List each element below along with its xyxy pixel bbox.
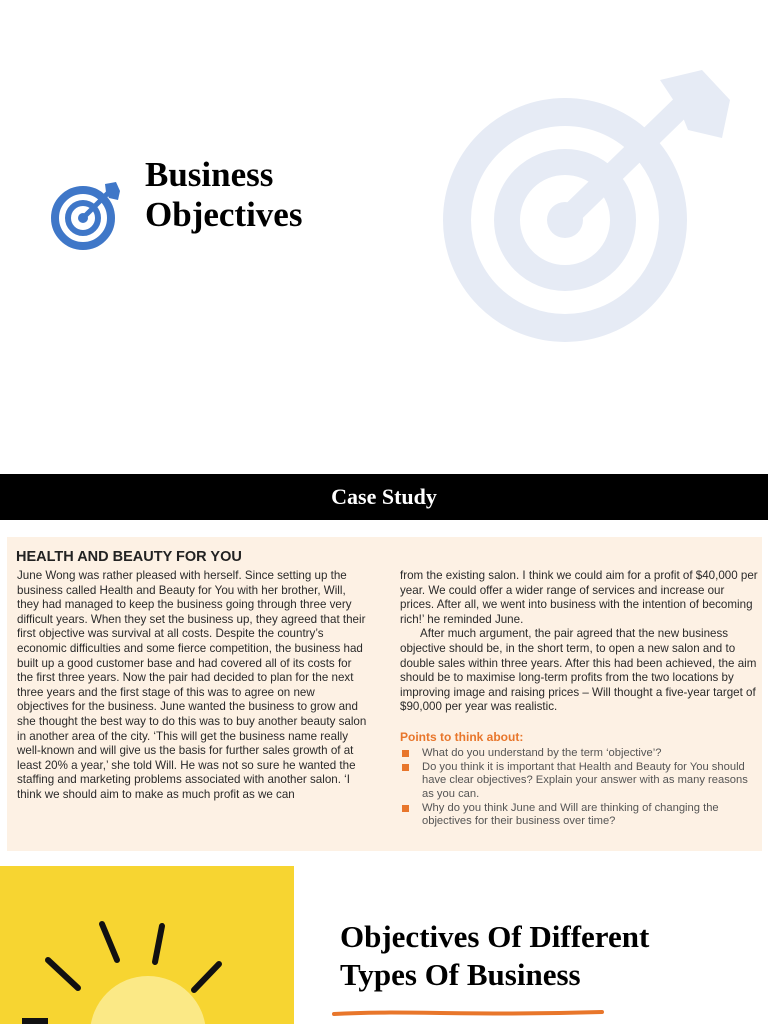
square-bullet-icon	[402, 750, 409, 757]
title-line-1: Objectives Of Different	[340, 919, 650, 954]
points-list	[400, 747, 758, 828]
case-study-left-column	[17, 569, 367, 803]
case-study-paragraph: After much argument, the pair agreed that the new business objective should be, in the short term, to open a new salon and to double sales within three years. After this had been achieved, the aim should be to maximise long-term profits from the two locations by improving image and raising prices – Will thought a five-year target of $90,000 per year was realistic.	[400, 627, 757, 714]
case-study-panel	[7, 537, 762, 851]
target-arrow-icon	[50, 180, 122, 252]
title-underline	[332, 1008, 604, 1018]
list-item	[400, 761, 758, 801]
point-text: What do you understand by the term ‘objective’?	[422, 746, 662, 759]
case-study-paragraph: June Wong was rather pleased with herself. Since setting up the business called Health and Beauty for You with her brother, Will, they had managed to keep the business going through three very difficult years. When they set the business up, they agreed that their first objective was survival at all costs. Despite the country’s economic difficulties and some fierce competition, the business had built up a good customer base and had covered all of its costs for the first three years. Now the pair had decided to plan for the next three years and the first stage of this was to agree on new objectives for the business. June wanted the business to grow and she thought the best way to do this was to buy another beauty salon in another area of the city. ‘This will get the business name really well-known and will give us the basis for further sales growth of at least 20% a year,’ she told Will. He was not so sure he wanted the staffing and marketing problems associated with another salon. ‘I think we should aim to make as much profit as we can	[17, 569, 367, 801]
case-study-paragraph: from the existing salon. I think we could aim for a profit of $40,000 per year. We could offer a wider range of services and increase our prices. After all, we went into business with the intention of becoming rich!’ he reminded June.	[400, 569, 758, 626]
target-watermark-icon	[440, 70, 740, 360]
list-item	[400, 747, 758, 760]
lightbulb-icon	[0, 866, 294, 1024]
title-line-2: Types Of Business	[340, 957, 581, 992]
page-title	[145, 155, 405, 235]
case-study-heading: HEALTH AND BEAUTY FOR YOU	[16, 549, 242, 565]
case-study-right-column	[400, 569, 758, 829]
title-slide	[0, 0, 768, 470]
title-line-1: Business	[145, 155, 274, 194]
section-slide	[0, 866, 768, 1024]
title-line-2: Objectives	[145, 195, 303, 234]
yellow-panel	[0, 866, 294, 1024]
point-text: Why do you think June and Will are thinking of changing the objectives for their business over time?	[422, 801, 719, 827]
points-title: Points to think about:	[400, 729, 524, 744]
square-bullet-icon	[402, 805, 409, 812]
case-study-header: Case Study	[0, 474, 768, 520]
list-item	[400, 802, 758, 828]
section-title	[340, 918, 760, 994]
point-text: Do you think it is important that Health and Beauty for You should have clear objectives? Explain your answer with as many reasons as you can.	[422, 761, 748, 800]
square-bullet-icon	[402, 764, 409, 771]
